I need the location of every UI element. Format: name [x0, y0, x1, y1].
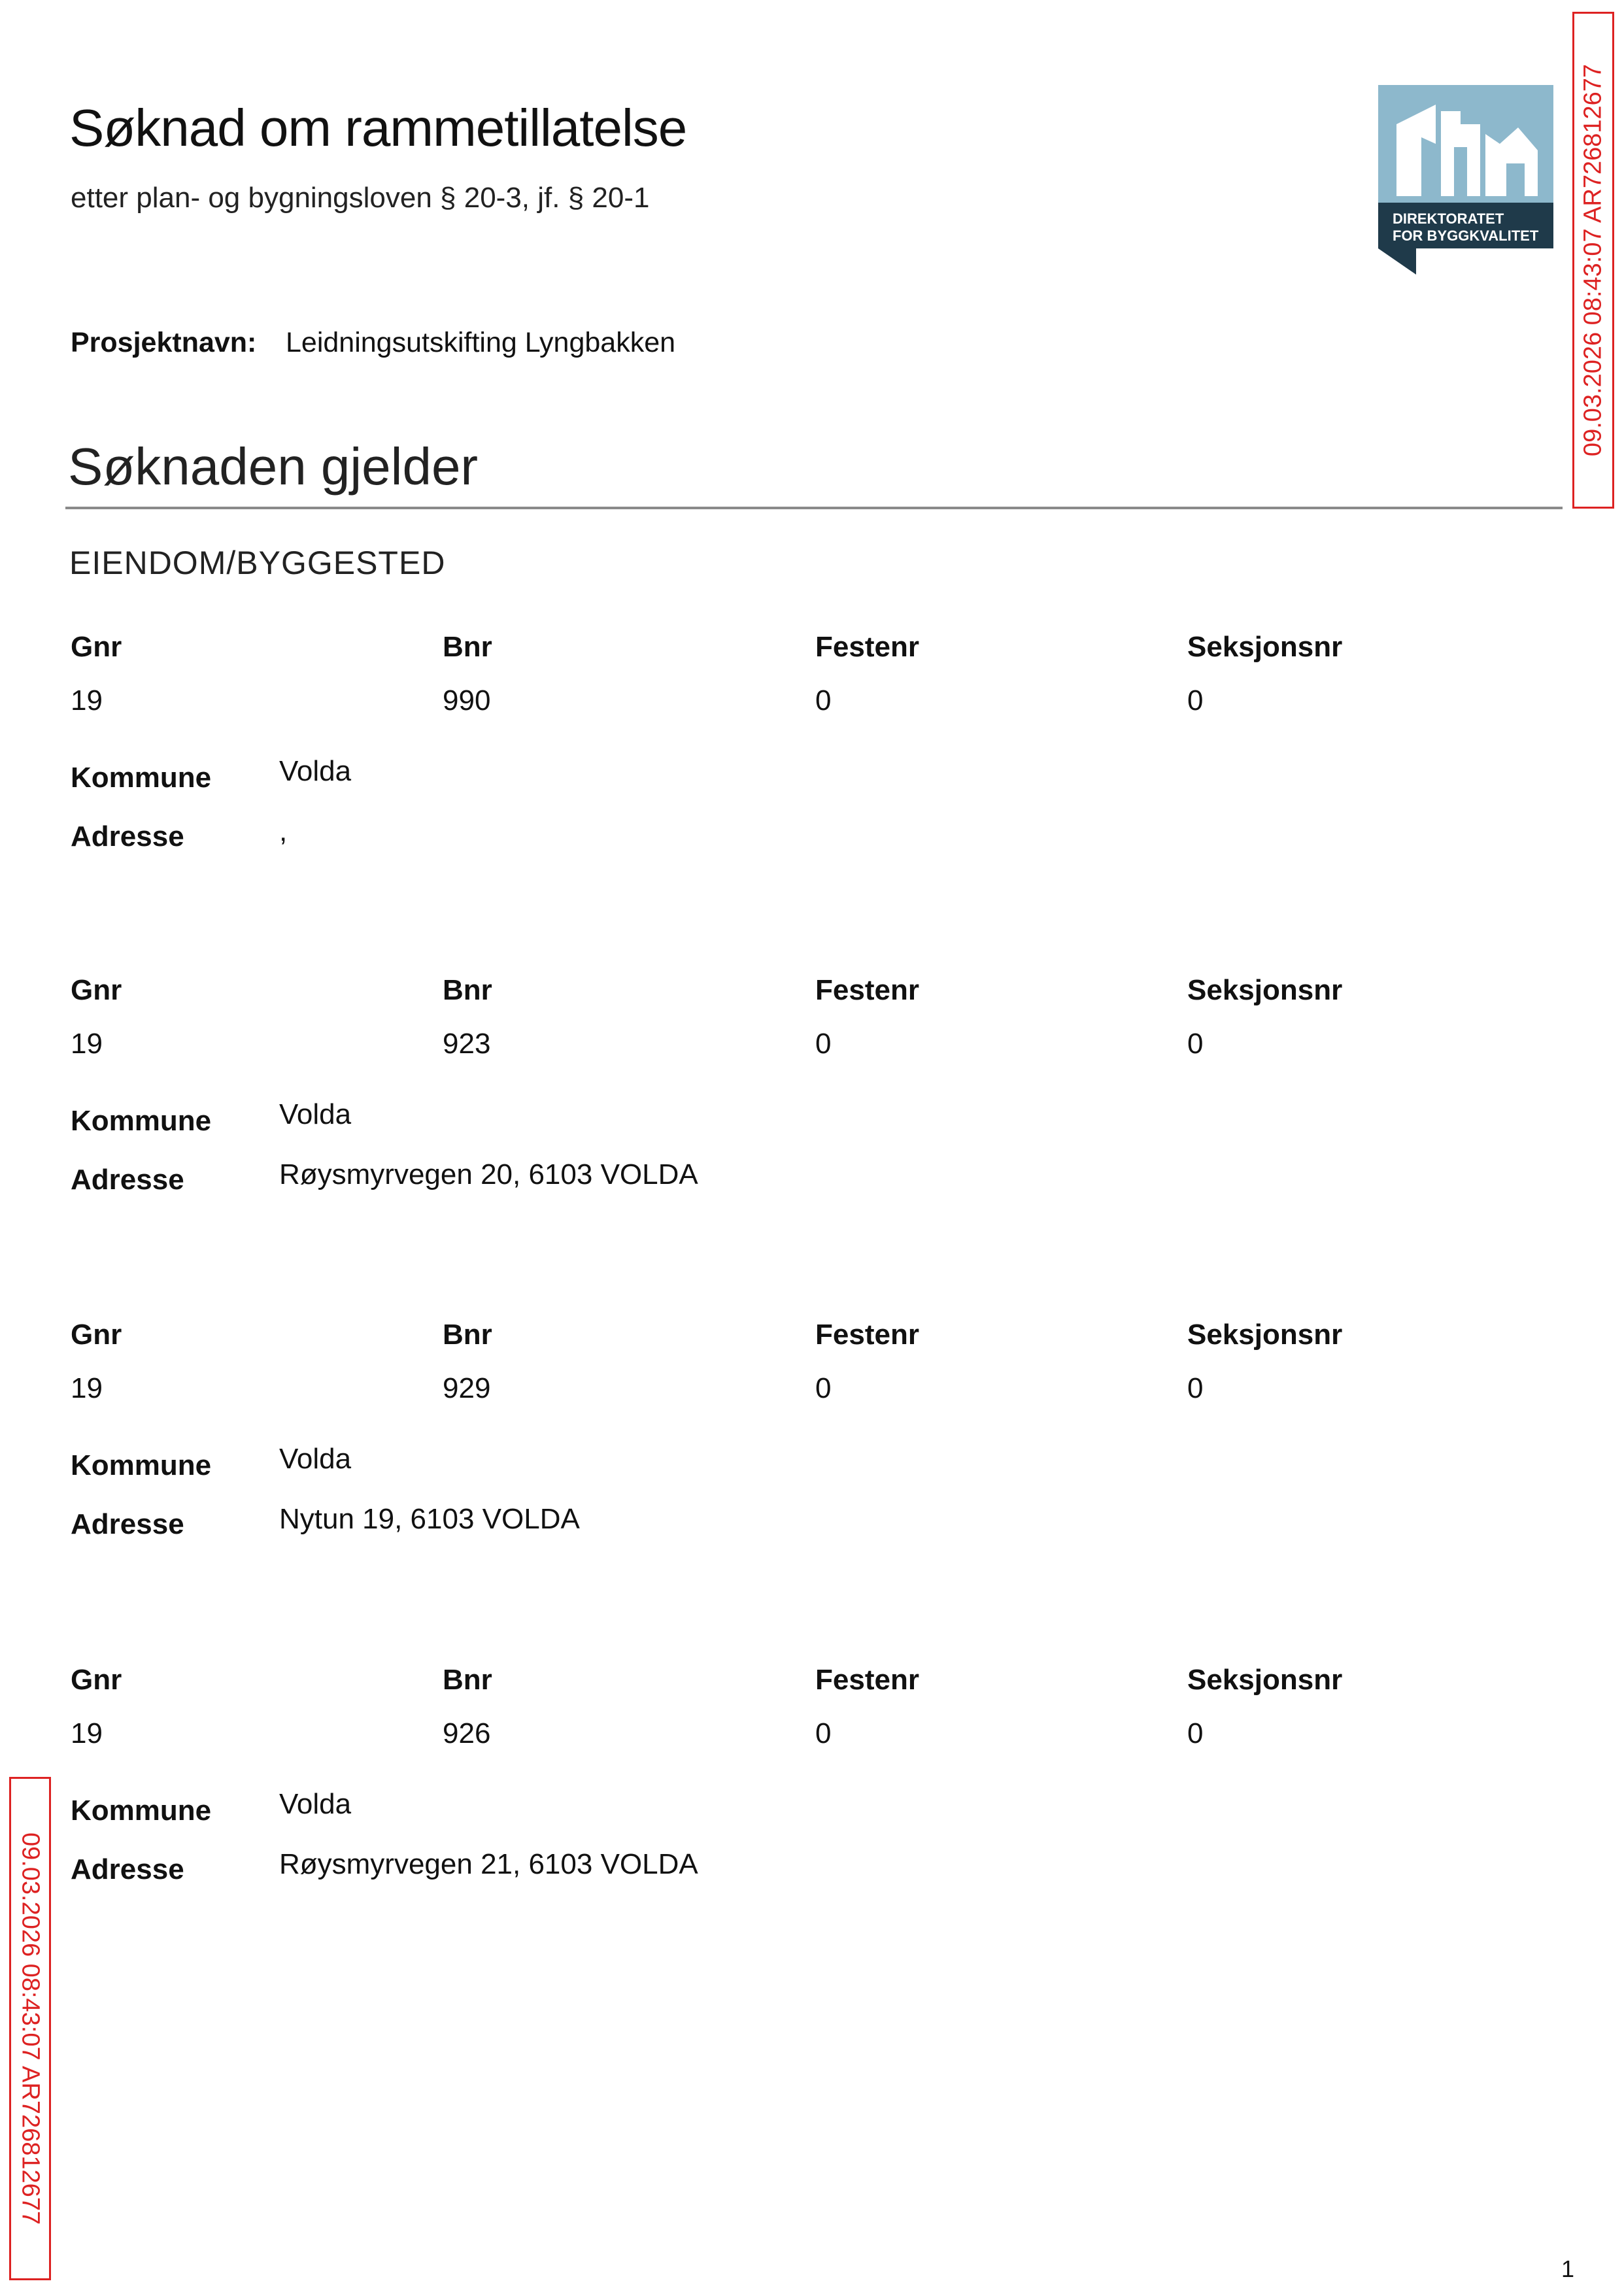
seksjonsnr-value: 0: [1187, 1717, 1204, 1749]
bnr-label: Bnr: [443, 631, 492, 663]
kommune-label: Kommune: [71, 762, 212, 794]
gnr-value: 19: [71, 1717, 103, 1749]
gnr-label: Gnr: [71, 974, 122, 1006]
property-block: [0, 1319, 1624, 1593]
kommune-label: Kommune: [71, 1449, 212, 1481]
section-divider: [65, 507, 1563, 509]
adresse-value: Nytun 19, 6103 VOLDA: [279, 1503, 580, 1535]
festenr-value: 0: [815, 684, 832, 717]
festenr-value: 0: [815, 1028, 832, 1060]
dibk-logo-icon: [1378, 85, 1553, 275]
bnr-value: 990: [443, 684, 491, 717]
bnr-value: 926: [443, 1717, 491, 1749]
kommune-value: Volda: [279, 1443, 352, 1475]
logo-line1: DIREKTORATET: [1393, 211, 1504, 227]
property-block: [0, 1664, 1624, 1938]
subsection-title: EIENDOM/BYGGESTED: [69, 545, 446, 581]
seksjonsnr-label: Seksjonsnr: [1187, 1664, 1343, 1696]
logo-line2: FOR BYGGKVALITET: [1393, 228, 1539, 244]
gnr-value: 19: [71, 684, 103, 717]
stamp-text: 09.03.2026 08:43:07 AR726812677: [1579, 63, 1607, 457]
archive-stamp-left: [9, 1777, 51, 2280]
seksjonsnr-value: 0: [1187, 684, 1204, 717]
section-title: Søknaden gjelder: [68, 437, 479, 496]
seksjonsnr-label: Seksjonsnr: [1187, 631, 1343, 663]
page-number: 1: [1561, 2255, 1575, 2282]
festenr-label: Festenr: [815, 631, 919, 663]
festenr-label: Festenr: [815, 1319, 919, 1351]
bnr-value: 923: [443, 1028, 491, 1060]
seksjonsnr-label: Seksjonsnr: [1187, 1319, 1343, 1351]
kommune-value: Volda: [279, 1098, 352, 1130]
seksjonsnr-value: 0: [1187, 1028, 1204, 1060]
property-block: [0, 974, 1624, 1249]
adresse-label: Adresse: [71, 1508, 184, 1540]
bnr-label: Bnr: [443, 1319, 492, 1351]
adresse-value: Røysmyrvegen 20, 6103 VOLDA: [279, 1158, 698, 1190]
dibk-logo: [1378, 85, 1553, 275]
project-name-label: Prosjektnavn:: [71, 327, 257, 358]
seksjonsnr-label: Seksjonsnr: [1187, 974, 1343, 1006]
bnr-label: Bnr: [443, 974, 492, 1006]
project-name-value: Leidningsutskifting Lyngbakken: [286, 327, 676, 358]
gnr-value: 19: [71, 1372, 103, 1404]
archive-stamp-right: [1572, 12, 1614, 509]
gnr-label: Gnr: [71, 1664, 122, 1696]
adresse-value: ,: [279, 815, 288, 847]
property-block: [0, 631, 1624, 905]
seksjonsnr-value: 0: [1187, 1372, 1204, 1404]
gnr-value: 19: [71, 1028, 103, 1060]
kommune-value: Volda: [279, 755, 352, 787]
bnr-value: 929: [443, 1372, 491, 1404]
gnr-label: Gnr: [71, 1319, 122, 1351]
festenr-value: 0: [815, 1717, 832, 1749]
kommune-label: Kommune: [71, 1795, 212, 1827]
kommune-label: Kommune: [71, 1105, 212, 1137]
festenr-label: Festenr: [815, 974, 919, 1006]
adresse-value: Røysmyrvegen 21, 6103 VOLDA: [279, 1848, 698, 1880]
adresse-label: Adresse: [71, 820, 184, 852]
document-title: Søknad om rammetillatelse: [69, 99, 687, 157]
gnr-label: Gnr: [71, 631, 122, 663]
adresse-label: Adresse: [71, 1164, 184, 1196]
document-subtitle: etter plan- og bygningsloven § 20-3, jf. § 20-1: [71, 182, 650, 214]
adresse-label: Adresse: [71, 1853, 184, 1885]
bnr-label: Bnr: [443, 1664, 492, 1696]
festenr-label: Festenr: [815, 1664, 919, 1696]
festenr-value: 0: [815, 1372, 832, 1404]
kommune-value: Volda: [279, 1788, 352, 1820]
stamp-text: 09.03.2026 08:43:07 AR726812677: [16, 1832, 44, 2225]
